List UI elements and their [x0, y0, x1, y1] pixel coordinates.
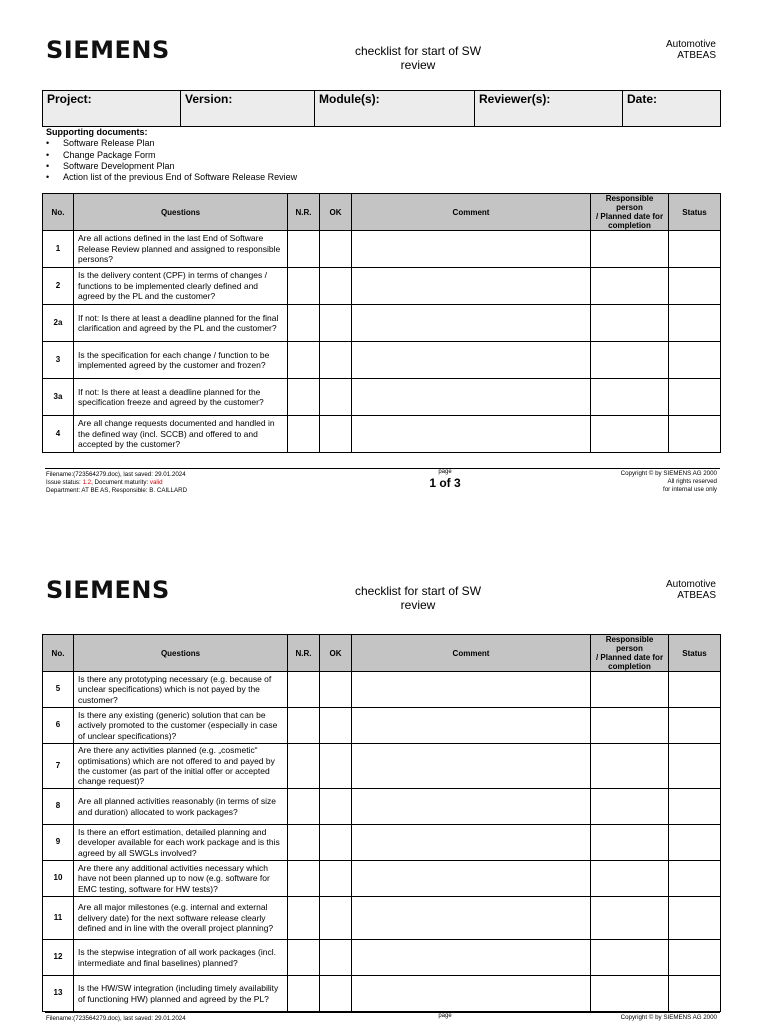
col-header-status: Status	[669, 635, 721, 672]
responsible-cell[interactable]	[591, 976, 669, 1012]
table-row	[43, 744, 721, 789]
nr-cell[interactable]	[288, 416, 320, 453]
company-line-2: ATBEAS	[677, 50, 716, 61]
row-number: 2a	[43, 305, 74, 342]
comment-cell[interactable]	[352, 379, 591, 416]
row-number: 8	[43, 789, 74, 825]
project-info-table	[42, 90, 721, 127]
ok-cell[interactable]	[320, 976, 352, 1012]
row-question: Are all actions defined in the last End of Software Release Review planned and assigned to responsible persons?	[74, 231, 288, 268]
page-number: 1 of 3	[429, 476, 461, 490]
ok-cell[interactable]	[320, 825, 352, 861]
comment-cell[interactable]	[352, 744, 591, 789]
comment-cell[interactable]	[352, 708, 591, 744]
ok-cell[interactable]	[320, 268, 352, 305]
status-cell[interactable]	[669, 861, 721, 897]
col-header-no: No.	[43, 194, 74, 231]
modules-field[interactable]: Module(s):	[315, 91, 475, 127]
title-line-1: checklist for start of SW	[354, 44, 482, 58]
page-label: page	[438, 1013, 452, 1019]
list-item: • Software Release Plan	[46, 138, 297, 149]
status-cell[interactable]	[669, 268, 721, 305]
table-row	[43, 789, 721, 825]
row-number: 2	[43, 268, 74, 305]
ok-cell[interactable]	[320, 231, 352, 268]
status-cell[interactable]	[669, 231, 721, 268]
row-question: Is the delivery content (CPF) in terms of changes / functions to be implemented clearly defined and agreed by the PL and the customer?	[74, 268, 288, 305]
table-row	[43, 976, 721, 1012]
responsible-cell[interactable]	[591, 861, 669, 897]
status-cell[interactable]	[669, 940, 721, 976]
col-header-status: Status	[669, 194, 721, 231]
row-question: Are there any additional activities necessary which have not been planned up to now (e.g. software for EMC testing, software for HW tests)?	[74, 861, 288, 897]
row-question: Are there any activities planned (e.g. „cosmetic“ optimisations) which are not offered to and payed by the customer (as part of the initial offer or accepted change request)?	[74, 744, 288, 789]
ok-cell[interactable]	[320, 416, 352, 453]
supporting-documents-heading: Supporting documents:	[46, 127, 148, 137]
status-cell[interactable]	[669, 416, 721, 453]
responsible-cell[interactable]	[591, 342, 669, 379]
internal-use-line: for internal use only	[663, 486, 717, 493]
ok-cell[interactable]	[320, 305, 352, 342]
company-division	[666, 579, 716, 601]
footer-issue-status	[46, 479, 187, 487]
comment-cell[interactable]	[352, 342, 591, 379]
table-row	[43, 416, 721, 453]
title-line-1: checklist for start of SW	[354, 584, 482, 598]
row-question: Is the HW/SW integration (including timely availability of functioning HW) planned and agreed by the PL?	[74, 976, 288, 1012]
status-cell[interactable]	[669, 342, 721, 379]
company-line-1: Automotive	[665, 579, 716, 590]
ok-cell[interactable]	[320, 897, 352, 940]
issue-status-value: 1.2	[82, 479, 92, 486]
responsible-cell[interactable]	[591, 231, 669, 268]
rights-line: All rights reserved	[667, 478, 717, 485]
comment-cell[interactable]	[352, 268, 591, 305]
status-cell[interactable]	[669, 379, 721, 416]
siemens-logo: SIEMENS	[46, 576, 170, 604]
responsible-line-2: person	[616, 203, 643, 212]
row-question: Are all major milestones (e.g. internal and external delivery date) for the next software release clearly defined and in line with the overall project planning?	[74, 897, 288, 940]
row-question: If not: Is there at least a deadline planned for the final clarification and agreed by the PL and the customer?	[74, 305, 288, 342]
responsible-line-4: completion	[608, 662, 651, 671]
comment-cell[interactable]	[352, 976, 591, 1012]
row-question: Is there any existing (generic) solution that can be actively promoted to the customer (especially in case of unclear specifications)?	[74, 708, 288, 744]
ok-cell[interactable]	[320, 861, 352, 897]
ok-cell[interactable]	[320, 708, 352, 744]
responsible-line-3: / Planned date for	[595, 212, 664, 221]
nr-cell[interactable]	[288, 708, 320, 744]
footer-page-indicator	[395, 1013, 495, 1020]
nr-cell[interactable]	[288, 976, 320, 1012]
page-footer	[45, 468, 720, 496]
row-number: 12	[43, 940, 74, 976]
status-cell[interactable]	[669, 976, 721, 1012]
issue-status-label: Issue status:	[46, 479, 83, 486]
page-footer-partial	[45, 1012, 720, 1024]
responsible-cell[interactable]	[591, 379, 669, 416]
status-cell[interactable]	[669, 672, 721, 708]
col-header-no: No.	[43, 635, 74, 672]
responsible-cell[interactable]	[591, 940, 669, 976]
row-number: 11	[43, 897, 74, 940]
footer-department: Department: AT BE AS, Responsible: B. CAILLARD	[46, 487, 188, 494]
col-header-questions: Questions	[74, 194, 288, 231]
copyright-line: Copyright © by SIEMENS AG 2000	[620, 1014, 717, 1021]
siemens-logo: SIEMENS	[46, 36, 170, 64]
status-cell[interactable]	[669, 789, 721, 825]
nr-cell[interactable]	[288, 897, 320, 940]
responsible-line-2: person	[616, 644, 643, 653]
ok-cell[interactable]	[320, 672, 352, 708]
document-title	[318, 44, 518, 72]
page-label: page	[438, 469, 452, 475]
responsible-line-1: Responsible	[605, 194, 654, 203]
version-field[interactable]: Version:	[181, 91, 315, 127]
responsible-cell[interactable]	[591, 789, 669, 825]
table-header-row	[43, 635, 721, 672]
comment-cell[interactable]	[352, 305, 591, 342]
responsible-cell[interactable]	[591, 268, 669, 305]
row-number: 10	[43, 861, 74, 897]
ok-cell[interactable]	[320, 940, 352, 976]
responsible-cell[interactable]	[591, 672, 669, 708]
col-header-comment: Comment	[352, 635, 591, 672]
nr-cell[interactable]	[288, 379, 320, 416]
comment-cell[interactable]	[352, 897, 591, 940]
responsible-line-1: Responsible	[605, 635, 654, 644]
title-line-2: review	[400, 598, 436, 612]
status-cell[interactable]	[669, 744, 721, 789]
row-number: 4	[43, 416, 74, 453]
footer-document-info	[46, 1015, 186, 1023]
table-header-row	[43, 194, 721, 231]
table-row	[43, 825, 721, 861]
col-header-nr: N.R.	[288, 194, 320, 231]
footer-copyright	[621, 470, 717, 494]
table-row	[43, 231, 721, 268]
company-line-2: ATBEAS	[677, 590, 716, 601]
row-question: Is the stepwise integration of all work packages (incl. intermediate and final baselines) planned?	[74, 940, 288, 976]
col-header-ok: OK	[320, 194, 352, 231]
status-cell[interactable]	[669, 825, 721, 861]
project-field[interactable]: Project:	[43, 91, 181, 127]
nr-cell[interactable]	[288, 672, 320, 708]
ok-cell[interactable]	[320, 379, 352, 416]
nr-cell[interactable]	[288, 825, 320, 861]
col-header-responsible	[591, 635, 669, 672]
col-header-ok: OK	[320, 635, 352, 672]
nr-cell[interactable]	[288, 342, 320, 379]
comment-cell[interactable]	[352, 861, 591, 897]
col-header-nr: N.R.	[288, 635, 320, 672]
supporting-documents-list	[46, 138, 297, 183]
row-question: Is there an effort estimation, detailed planning and developer available for each work package and is this agreed by all SWGLs involved?	[74, 825, 288, 861]
reviewers-field[interactable]: Reviewer(s):	[475, 91, 623, 127]
date-field[interactable]: Date:	[623, 91, 721, 127]
responsible-cell[interactable]	[591, 708, 669, 744]
table-row	[43, 268, 721, 305]
nr-cell[interactable]	[288, 861, 320, 897]
footer-filename: Filename:(723564279.doc), last saved: 29.01.2024	[46, 1015, 186, 1022]
title-line-2: review	[400, 58, 436, 72]
comment-cell[interactable]	[352, 416, 591, 453]
table-row	[43, 672, 721, 708]
responsible-cell[interactable]	[591, 825, 669, 861]
responsible-line-3: / Planned date for	[595, 653, 664, 662]
checklist-table-page-1	[42, 193, 721, 453]
row-question: Are all change requests documented and handled in the defined way (incl. SCCB) and offered to and accepted by the customer?	[74, 416, 288, 453]
status-cell[interactable]	[669, 305, 721, 342]
row-question: Are all planned activities reasonably (in terms of size and duration) allocated to work packages?	[74, 789, 288, 825]
row-number: 5	[43, 672, 74, 708]
row-number: 3a	[43, 379, 74, 416]
nr-cell[interactable]	[288, 744, 320, 789]
nr-cell[interactable]	[288, 305, 320, 342]
supporting-documents	[46, 127, 297, 183]
footer-copyright	[621, 1014, 717, 1022]
list-item: • Action list of the previous End of Software Release Review	[46, 172, 297, 183]
col-header-comment: Comment	[352, 194, 591, 231]
col-header-responsible	[591, 194, 669, 231]
row-question: Is there any prototyping necessary (e.g. because of unclear specifications) which is not payed by the customer?	[74, 672, 288, 708]
table-row	[43, 708, 721, 744]
table-row	[43, 379, 721, 416]
maturity-value: valid	[149, 479, 163, 486]
row-number: 9	[43, 825, 74, 861]
maturity-label: , Document maturity:	[91, 479, 150, 486]
copyright-line: Copyright © by SIEMENS AG 2000	[620, 470, 717, 477]
row-number: 3	[43, 342, 74, 379]
comment-cell[interactable]	[352, 825, 591, 861]
table-row	[43, 305, 721, 342]
document-title	[318, 584, 518, 612]
responsible-cell[interactable]	[591, 305, 669, 342]
row-number: 13	[43, 976, 74, 1012]
responsible-line-4: completion	[608, 221, 651, 230]
responsible-cell[interactable]	[591, 416, 669, 453]
comment-cell[interactable]	[352, 231, 591, 268]
list-item: • Software Development Plan	[46, 161, 297, 172]
footer-page-indicator	[395, 469, 495, 490]
ok-cell[interactable]	[320, 342, 352, 379]
row-number: 6	[43, 708, 74, 744]
company-line-1: Automotive	[665, 39, 716, 50]
row-question: Is the specification for each change / function to be implemented agreed by the customer and frozen?	[74, 342, 288, 379]
responsible-cell[interactable]	[591, 897, 669, 940]
comment-cell[interactable]	[352, 789, 591, 825]
ok-cell[interactable]	[320, 789, 352, 825]
table-row	[43, 940, 721, 976]
row-question: If not: Is there at least a deadline planned for the specification freeze and agreed by the customer?	[74, 379, 288, 416]
table-row	[43, 342, 721, 379]
status-cell[interactable]	[669, 897, 721, 940]
list-item: • Change Package Form	[46, 150, 297, 161]
row-number: 1	[43, 231, 74, 268]
row-number: 7	[43, 744, 74, 789]
nr-cell[interactable]	[288, 268, 320, 305]
comment-cell[interactable]	[352, 940, 591, 976]
footer-filename: Filename:(723564279.doc), last saved: 29.01.2024	[46, 471, 186, 478]
table-row	[43, 861, 721, 897]
table-row	[43, 897, 721, 940]
comment-cell[interactable]	[352, 672, 591, 708]
ok-cell[interactable]	[320, 744, 352, 789]
nr-cell[interactable]	[288, 231, 320, 268]
company-division	[666, 39, 716, 61]
checklist-table-page-2	[42, 634, 721, 1012]
responsible-cell[interactable]	[591, 744, 669, 789]
col-header-questions: Questions	[74, 635, 288, 672]
nr-cell[interactable]	[288, 789, 320, 825]
nr-cell[interactable]	[288, 940, 320, 976]
status-cell[interactable]	[669, 708, 721, 744]
footer-document-info	[46, 471, 187, 495]
